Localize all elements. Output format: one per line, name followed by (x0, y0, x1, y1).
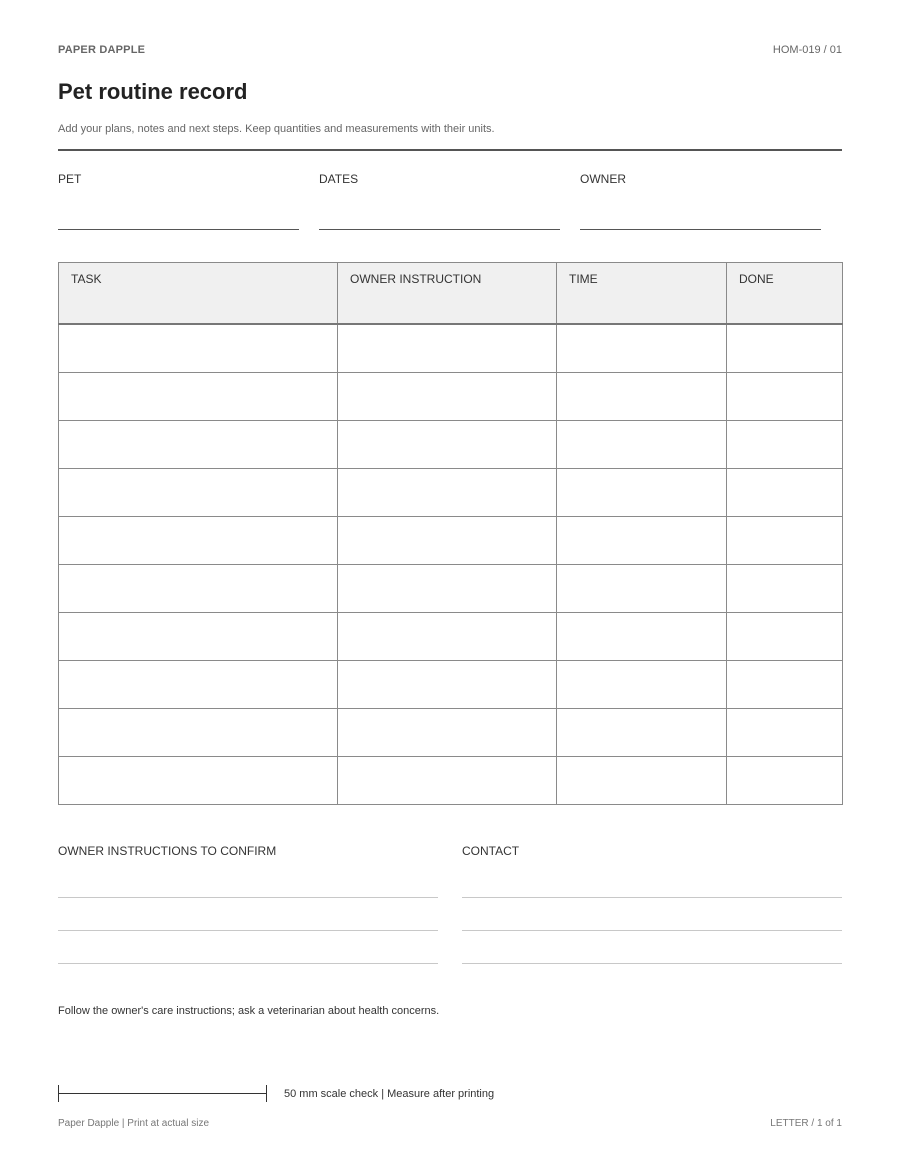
time-cell[interactable] (557, 708, 727, 756)
table-row (59, 756, 843, 804)
done-cell[interactable] (727, 756, 843, 804)
table-row (59, 516, 843, 564)
owner-instruction-cell[interactable] (338, 756, 557, 804)
pet-field-label: PET (58, 172, 82, 186)
document-id: HOM-019 / 01 (772, 44, 842, 56)
dates-field-line[interactable] (319, 229, 560, 230)
scale-check-text: 50 mm scale check | Measure after printing (284, 1088, 495, 1100)
owner-instruction-cell[interactable] (338, 564, 557, 612)
task-cell[interactable] (59, 612, 338, 660)
done-cell[interactable] (727, 660, 843, 708)
time-cell[interactable] (557, 612, 727, 660)
table-row (59, 708, 843, 756)
contact-section-label: CONTACT (462, 844, 520, 858)
contact-line[interactable] (462, 897, 842, 898)
task-cell[interactable] (59, 708, 338, 756)
time-cell[interactable] (557, 324, 727, 373)
column-header-task: TASK (59, 263, 338, 324)
table-row (59, 660, 843, 708)
owner-instructions-line[interactable] (58, 897, 438, 898)
owner-instructions-section-label: OWNER INSTRUCTIONS TO CONFIRM (58, 844, 277, 858)
time-cell[interactable] (557, 660, 727, 708)
owner-instructions-line[interactable] (58, 930, 438, 931)
task-cell[interactable] (59, 468, 338, 516)
task-cell[interactable] (59, 324, 338, 373)
owner-instructions-line[interactable] (58, 963, 438, 964)
routine-table (58, 262, 843, 805)
time-cell[interactable] (557, 372, 727, 420)
owner-instruction-cell[interactable] (338, 516, 557, 564)
done-cell[interactable] (727, 564, 843, 612)
pet-field-line[interactable] (58, 229, 299, 230)
table-row (59, 324, 843, 373)
footer-right: LETTER / 1 of 1 (770, 1118, 842, 1129)
task-cell[interactable] (59, 564, 338, 612)
done-cell[interactable] (727, 516, 843, 564)
table-row (59, 420, 843, 468)
page-title: Pet routine record (58, 79, 248, 104)
task-cell[interactable] (59, 420, 338, 468)
owner-instruction-cell[interactable] (338, 420, 557, 468)
scale-bar (58, 1085, 267, 1102)
time-cell[interactable] (557, 420, 727, 468)
owner-instruction-cell[interactable] (338, 468, 557, 516)
table-row (59, 468, 843, 516)
done-cell[interactable] (727, 708, 843, 756)
done-cell[interactable] (727, 420, 843, 468)
time-cell[interactable] (557, 516, 727, 564)
owner-instruction-cell[interactable] (338, 372, 557, 420)
table-row (59, 372, 843, 420)
time-cell[interactable] (557, 468, 727, 516)
owner-instruction-cell[interactable] (338, 708, 557, 756)
column-header-done: DONE (727, 263, 843, 324)
owner-field-line[interactable] (580, 229, 821, 230)
done-cell[interactable] (727, 612, 843, 660)
task-cell[interactable] (59, 372, 338, 420)
owner-instruction-cell[interactable] (338, 324, 557, 373)
contact-line[interactable] (462, 963, 842, 964)
done-cell[interactable] (727, 372, 843, 420)
done-cell[interactable] (727, 324, 843, 373)
table-header-row (59, 263, 843, 324)
header-divider (58, 149, 842, 151)
time-cell[interactable] (557, 756, 727, 804)
contact-line[interactable] (462, 930, 842, 931)
time-cell[interactable] (557, 564, 727, 612)
owner-field-label: OWNER (580, 172, 626, 186)
column-header-time: TIME (557, 263, 727, 324)
task-cell[interactable] (59, 516, 338, 564)
column-header-owner-instruction: OWNER INSTRUCTION (338, 263, 557, 324)
care-note: Follow the owner's care instructions; ask a veterinarian about health concerns. (58, 1005, 440, 1017)
page-subtitle: Add your plans, notes and next steps. Keep quantities and measurements with their units. (58, 123, 495, 135)
owner-instruction-cell[interactable] (338, 612, 557, 660)
table-row (59, 564, 843, 612)
owner-instruction-cell[interactable] (338, 660, 557, 708)
task-cell[interactable] (59, 756, 338, 804)
dates-field-label: DATES (319, 172, 359, 186)
done-cell[interactable] (727, 468, 843, 516)
brand-name: PAPER DAPPLE (58, 44, 146, 56)
footer-left: Paper Dapple | Print at actual size (58, 1118, 210, 1129)
table-row (59, 612, 843, 660)
task-cell[interactable] (59, 660, 338, 708)
